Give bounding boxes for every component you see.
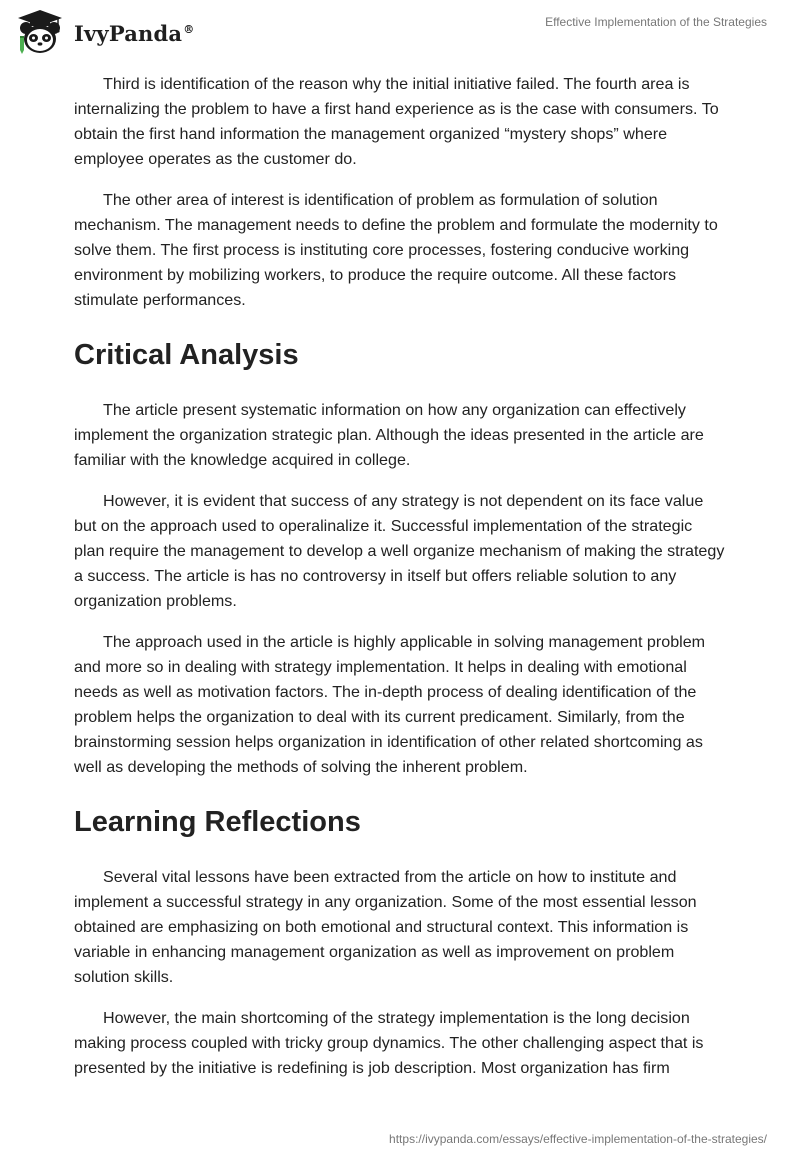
document-title: Effective Implementation of the Strategies — [545, 15, 767, 29]
heading-learning-reflections: Learning Reflections — [74, 806, 361, 838]
brand-name: IvyPanda® — [74, 20, 195, 46]
paragraph-6: Several vital lessons have been extracted from the article on how to institute and implement a successful strategy in any organization. Some of the most essential lesson obtained are emphasizing on both emotional and structural context. This information is variable in enhancing management organization as well as improvement on problem solution skills. — [74, 868, 697, 986]
paragraph-1: Third is identification of the reason why the initial initiative failed. The fourth area is internalizing the problem to have a first hand experience as is the case with consumers. To obtain the first hand information the management organized “mystery shops” where employee operates as the customer do. — [74, 75, 719, 168]
heading-critical-analysis: Critical Analysis — [74, 339, 299, 371]
article-body — [74, 72, 726, 1097]
page-header — [0, 0, 800, 60]
source-url: https://ivypanda.com/essays/effective-implementation-of-the-strategies/ — [389, 1132, 767, 1146]
paragraph-4: However, it is evident that success of any strategy is not dependent on its face value but on the approach used to operalinalize it. Successful implementation of the strategic plan require the management to develop a well organize mechanism of making the strategy a success. The article is has no controversy in itself but offers reliable solution to any organization problems. — [74, 492, 725, 610]
paragraph-5: The approach used in the article is highly applicable in solving management problem and more so in dealing with strategy implementation. It helps in dealing with emotional needs as well as motivation factors. The in-depth process of dealing identification of the problem helps the organization to deal with its current predicament. Similarly, from the brainstorming session helps organization in identification of other related shortcoming as well as developing the methods of solving the inherent problem. — [74, 633, 706, 776]
paragraph-3: The article present systematic information on how any organization can effectively implement the organization strategic plan. Although the ideas presented in the article are familiar with the knowledge acquired in college. — [74, 401, 704, 469]
registered-mark: ® — [183, 22, 195, 36]
paragraph-2: The other area of interest is identification of problem as formulation of solution mechanism. The management needs to define the problem and formulate the modernity to solve them. The first process is instituting core processes, fostering conducive working environment by mobilizing workers, to produce the require outcome. All these factors stimulate performances. — [74, 191, 718, 309]
ivypanda-logo[interactable] — [14, 8, 194, 56]
panda-logo-icon — [14, 8, 66, 56]
paragraph-7: However, the main shortcoming of the strategy implementation is the long decision making process coupled with tricky group dynamics. The other challenging aspect that is presented by the initiative is redefining is job description. Most organization has firm — [74, 1009, 704, 1077]
